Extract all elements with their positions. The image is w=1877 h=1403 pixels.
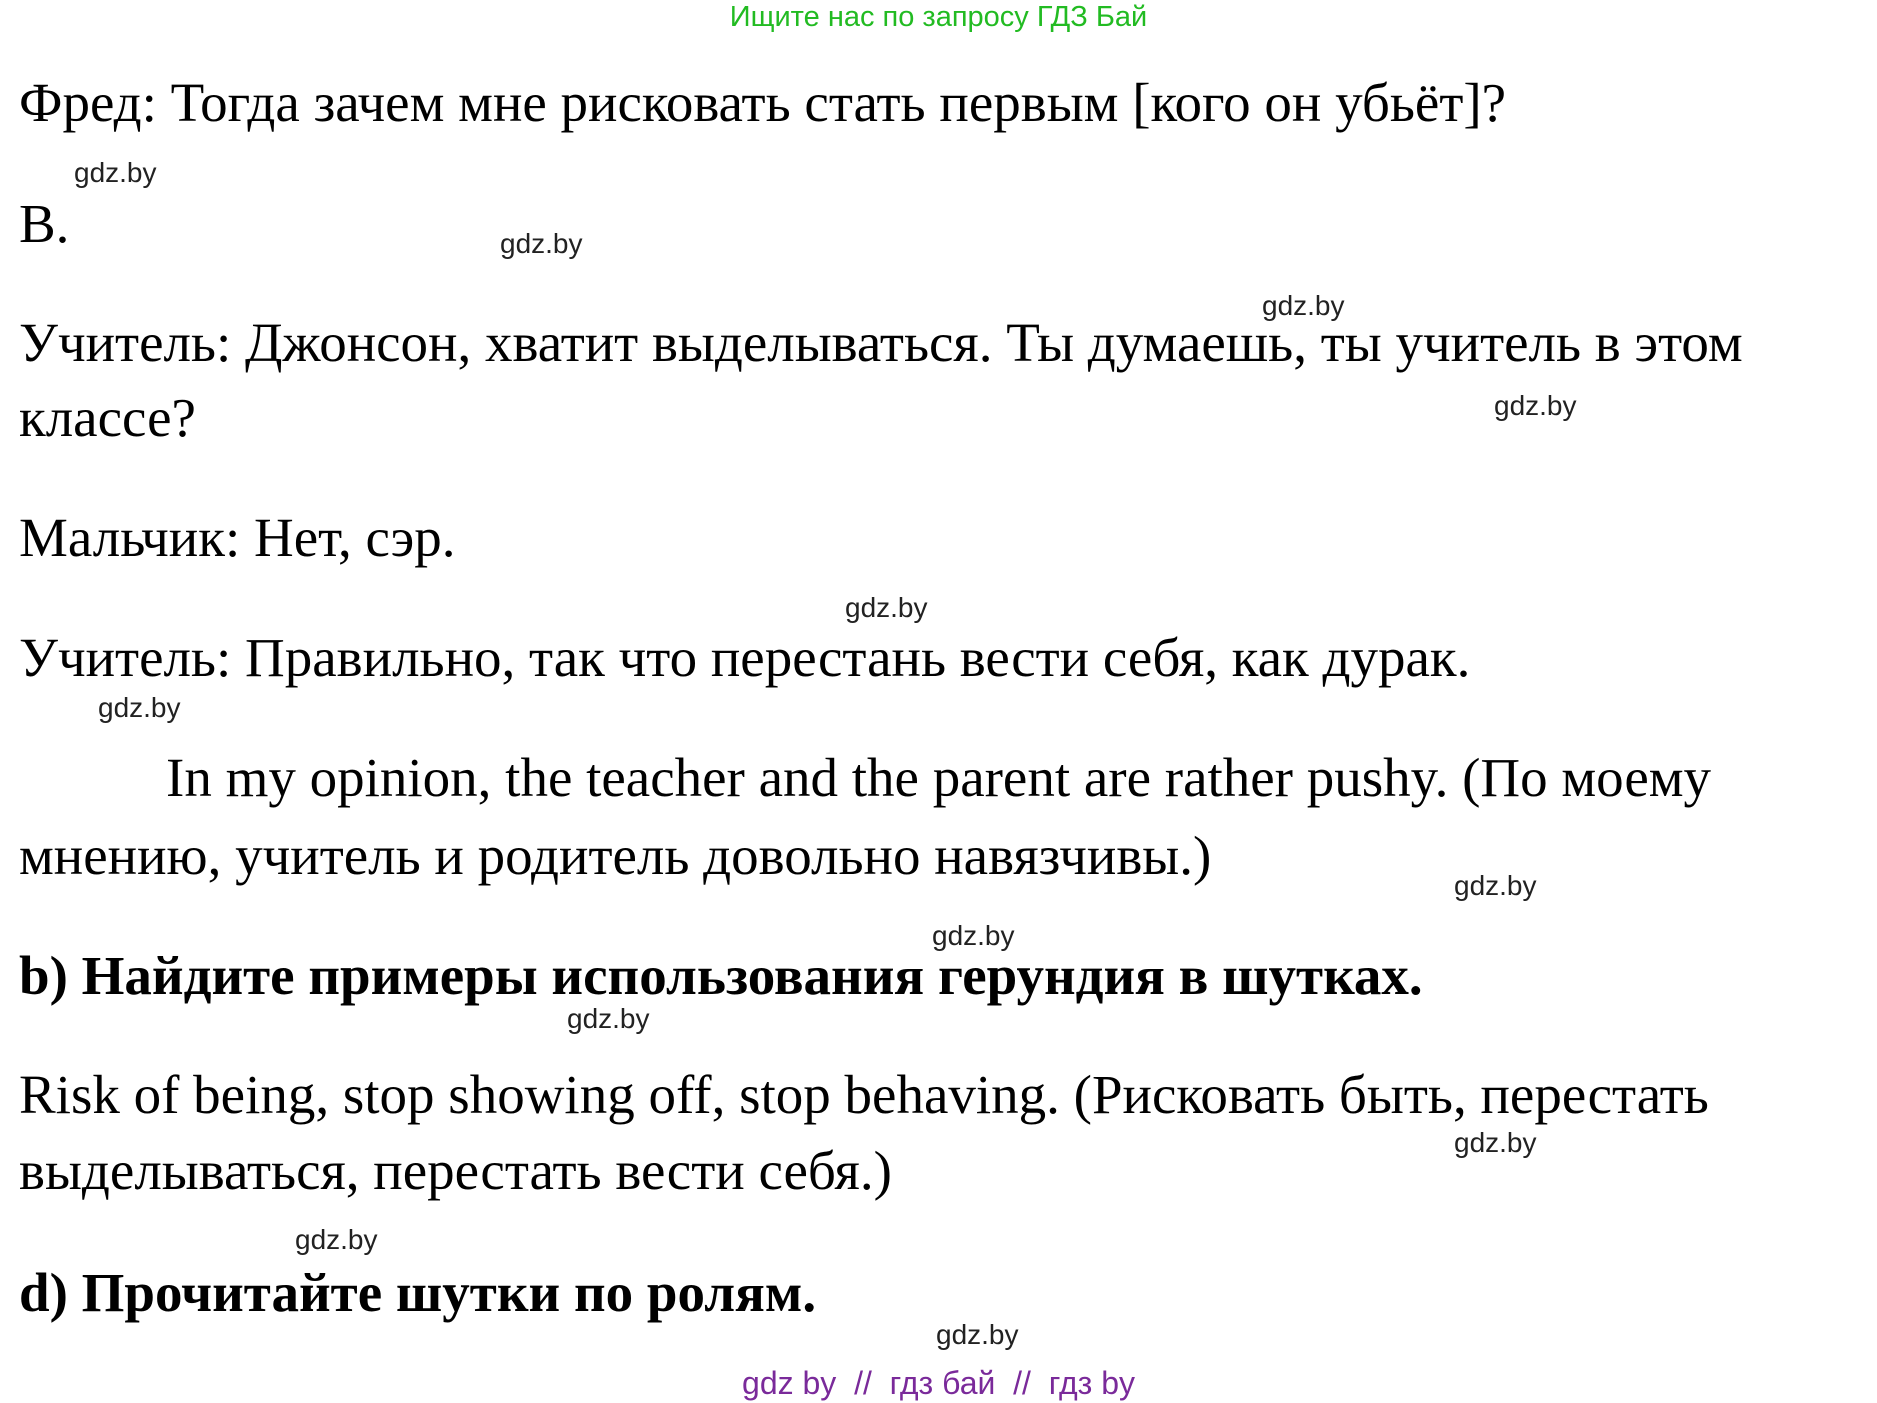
top-banner: Ищите нас по запросу ГДЗ Бай <box>729 1 1148 33</box>
answer-paragraph: Risk of being, stop showing off, stop behaving. (Рисковать быть, перестать <box>19 1064 1709 1125</box>
task-heading-b: b) Найдите примеры использования герундия в шутках. <box>19 945 1423 1006</box>
watermark: gdz.by <box>845 592 928 623</box>
watermark: gdz.by <box>1454 1127 1537 1158</box>
watermark: gdz.by <box>295 1224 378 1255</box>
watermark: gdz.by <box>932 920 1015 951</box>
opinion-paragraph-cont: мнению, учитель и родитель довольно навязчивы.) <box>19 825 1212 886</box>
section-label-b: B. <box>19 193 70 254</box>
opinion-paragraph: In my opinion, the teacher and the parent are rather pushy. (По моему <box>166 747 1712 808</box>
watermark: gdz.by <box>567 1003 650 1034</box>
footer-links: gdz by // гдз бай // гдз by <box>742 1365 1135 1401</box>
dialogue-line-teacher-1: Учитель: Джонсон, хватит выделываться. Ты думаешь, ты учитель в этом <box>19 312 1743 373</box>
watermark: gdz.by <box>1454 870 1537 901</box>
dialogue-line-teacher-2: Учитель: Правильно, так что перестань вести себя, как дурак. <box>19 627 1471 688</box>
watermark: gdz.by <box>936 1319 1019 1350</box>
watermark: gdz.by <box>1262 290 1345 321</box>
watermark: gdz.by <box>98 692 181 723</box>
dialogue-line-fred: Фред: Тогда зачем мне рисковать стать первым [кого он убьёт]? <box>19 72 1507 133</box>
watermark: gdz.by <box>74 157 157 188</box>
watermark: gdz.by <box>500 228 583 259</box>
watermark: gdz.by <box>1494 390 1577 421</box>
dialogue-line-teacher-1-cont: классе? <box>19 387 196 448</box>
dialogue-line-boy: Мальчик: Нет, сэр. <box>19 507 456 568</box>
task-heading-d: d) Прочитайте шутки по ролям. <box>19 1262 817 1323</box>
answer-paragraph-cont: выделываться, перестать вести себя.) <box>19 1140 892 1201</box>
